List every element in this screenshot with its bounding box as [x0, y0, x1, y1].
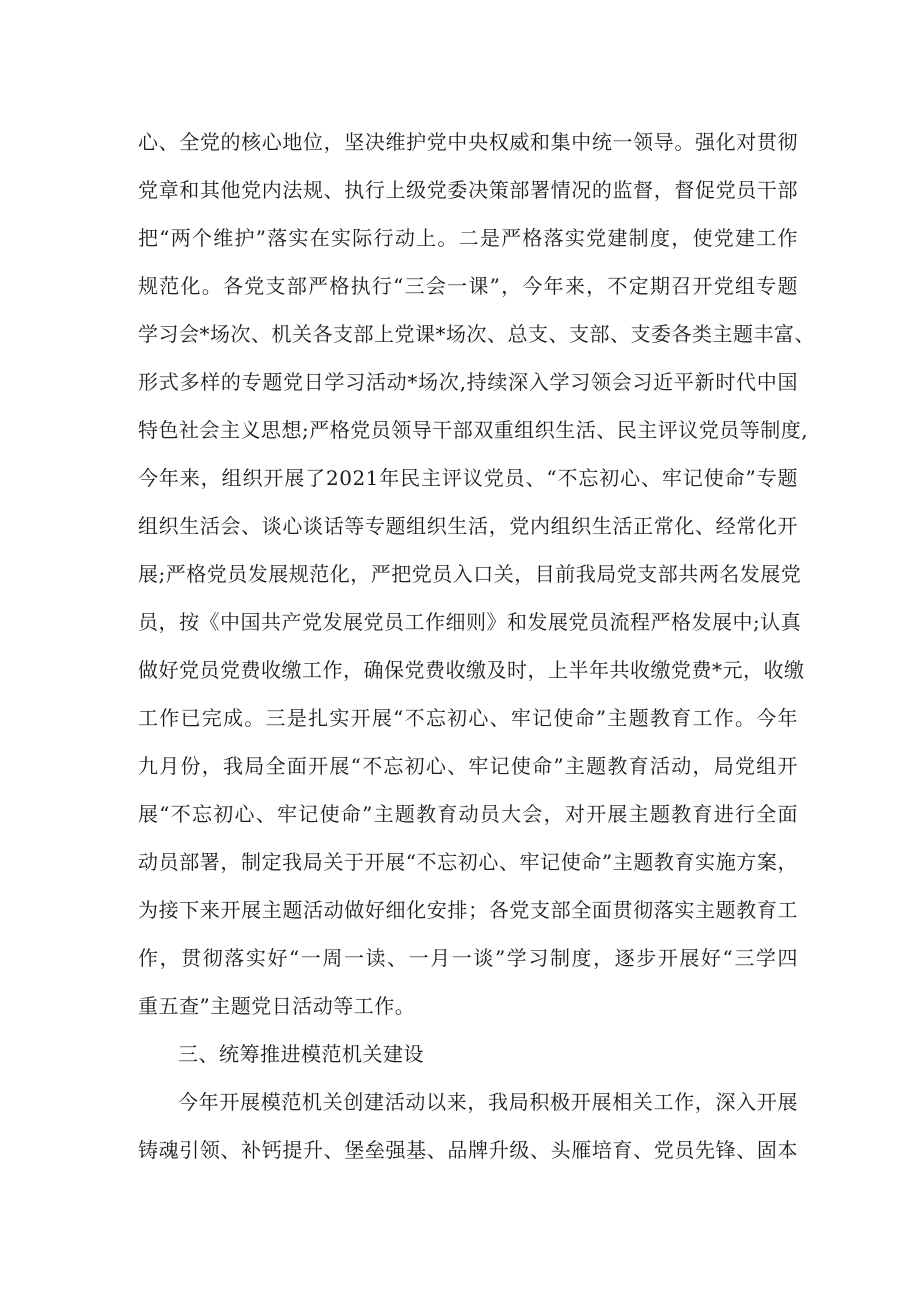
paragraph-line: 员，按《中国共产党发展党员工作细则》和发展党员流程严格发展中;认真: [138, 610, 802, 634]
paragraph-line: 展;严格党员发展规范化，严把党员入口关，目前我局党支部共两名发展党: [138, 562, 802, 586]
paragraph-line: 铸魂引领、补钙提升、堡垒强基、品牌升级、头雁培育、党员先锋、固本: [138, 1138, 798, 1162]
paragraph-line: 学习会*场次、机关各支部上党课*场次、总支、支部、支委各类主题丰富、: [138, 322, 815, 346]
paragraph-line: 展“不忘初心、牢记使命”主题教育动员大会，对开展主题教育进行全面: [138, 802, 798, 826]
paragraph-line: 组织生活会、谈心谈话等专题组织生活，党内组织生活正常化、经常化开: [138, 514, 798, 538]
section-heading: 三、统筹推进模范机关建设: [178, 1042, 424, 1066]
document-body: [138, 118, 815, 1174]
paragraph-line: 作，贯彻落实好“一周一读、一月一谈”学习制度，逐步开展好“三学四: [138, 946, 798, 970]
paragraph-line: 规范化。各党支部严格执行“三会一课”，今年来，不定期召开党组专题: [138, 274, 798, 298]
paragraph-line: 党章和其他党内法规、执行上级党委决策部署情况的监督，督促党员干部: [138, 178, 798, 202]
paragraph-line: 做好党员党费收缴工作，确保党费收缴及时，上半年共收缴党费*元，收缴: [138, 658, 805, 682]
paragraph-line: 把“两个维护”落实在实际行动上。二是严格落实党建制度，使党建工作: [138, 226, 798, 250]
paragraph-line: 工作已完成。三是扎实开展“不忘初心、牢记使命”主题教育工作。今年: [138, 706, 798, 730]
paragraph-line: 为接下来开展主题活动做好细化安排；各党支部全面贯彻落实主题教育工: [138, 898, 798, 922]
paragraph-line: 特色社会主义思想;严格党员领导干部双重组织生活、民主评议党员等制度,: [138, 418, 809, 442]
paragraph-line: 九月份，我局全面开展“不忘初心、牢记使命”主题教育活动，局党组开: [138, 754, 798, 778]
paragraph-line: 今年开展模范机关创建活动以来，我局积极开展相关工作，深入开展: [178, 1090, 798, 1114]
paragraph-line: 心、全党的核心地位，坚决维护党中央权威和集中统一领导。强化对贯彻: [138, 130, 798, 154]
paragraph-line: 动员部署，制定我局关于开展“不忘初心、牢记使命”主题教育实施方案，: [138, 850, 798, 874]
paragraph-line: 形式多样的专题党日学习活动*场次,持续深入学习领会习近平新时代中国: [138, 370, 798, 394]
paragraph-line: 重五查”主题党日活动等工作。: [138, 994, 416, 1018]
paragraph-line: 今年来，组织开展了2021年民主评议党员、“不忘初心、牢记使命”专题: [138, 466, 798, 490]
